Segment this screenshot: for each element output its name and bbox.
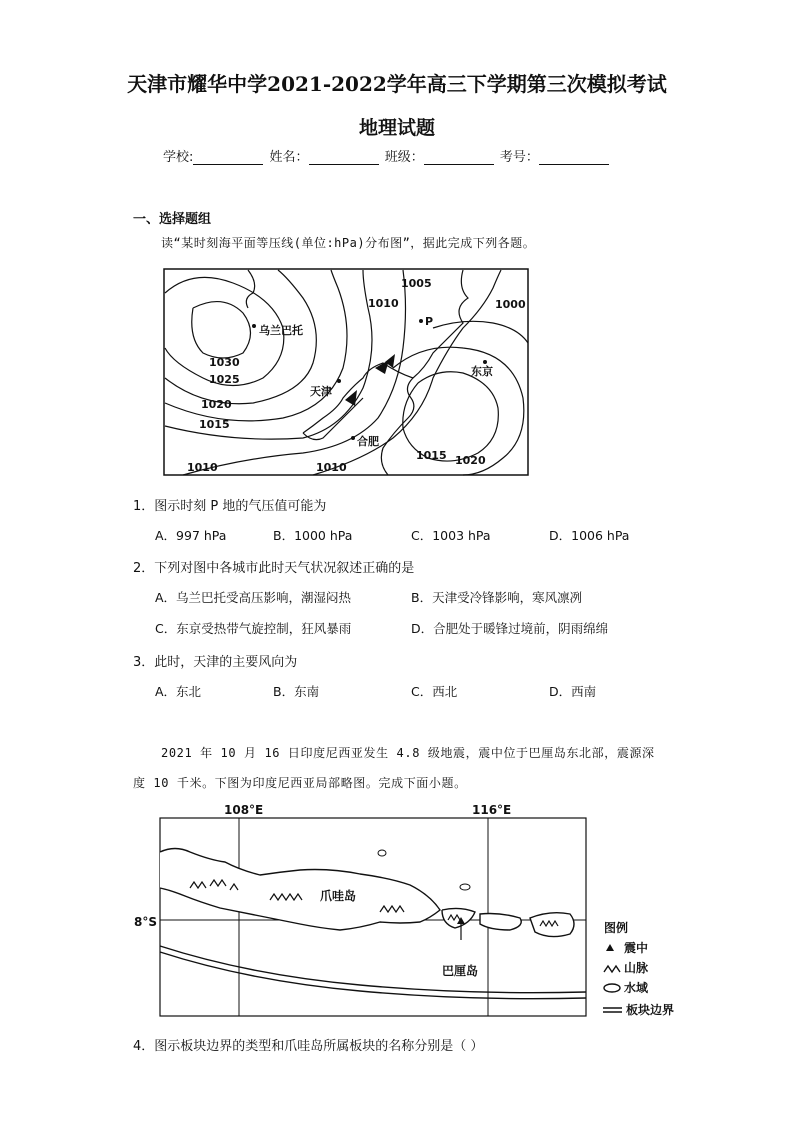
option-c[interactable]: C．东京受热带气旋控制，狂风暴雨 xyxy=(155,621,352,636)
school-label: 学校: xyxy=(163,150,194,165)
water-icon xyxy=(604,984,620,992)
longitude-label-116e: 116°E xyxy=(472,803,512,817)
section-heading: 一、选择题组 xyxy=(133,212,212,227)
page-subtitle: 地理试题 xyxy=(358,117,435,139)
student-info-line xyxy=(163,146,611,165)
context-paragraph xyxy=(133,738,681,798)
isobar-label: 1025 xyxy=(209,373,240,386)
option-a[interactable]: A．东北 xyxy=(155,684,202,699)
legend-title: 图例 xyxy=(604,921,629,935)
option-c[interactable]: C．1003 hPa xyxy=(411,528,491,543)
class-blank[interactable] xyxy=(424,152,494,165)
option-d[interactable]: D．1006 hPa xyxy=(549,528,630,543)
isobar-map xyxy=(163,268,529,476)
option-b[interactable]: B．东南 xyxy=(273,684,320,699)
paragraph-line: 度 10 千米。下图为印度尼西亚局部略图。完成下面小题。 xyxy=(133,776,467,790)
class-label: 班级： xyxy=(384,150,424,165)
question-2-stem: 2．下列对图中各城市此时天气状况叙述正确的是 xyxy=(133,561,415,576)
point-p-label: P xyxy=(425,315,434,328)
name-blank[interactable] xyxy=(309,152,379,165)
city-label-tokyo: 东京 xyxy=(471,365,493,378)
option-b[interactable]: B．天津受冷锋影响，寒风凛冽 xyxy=(411,590,583,605)
isobar-label: 1010 xyxy=(368,297,399,310)
mountain-icon xyxy=(604,966,620,972)
question-1-stem: 1．图示时刻 P 地的气压值可能为 xyxy=(133,499,327,514)
legend-item-epicenter: 震中 xyxy=(624,941,649,955)
longitude-label-108e: 108°E xyxy=(224,803,264,817)
isobar-label: 1015 xyxy=(199,418,230,431)
exam-number-blank[interactable] xyxy=(539,152,609,165)
island-label-bali: 巴厘岛 xyxy=(442,964,479,978)
isobar-label: 1020 xyxy=(455,454,486,467)
option-b[interactable]: B．1000 hPa xyxy=(273,528,353,543)
isobar-label: 1030 xyxy=(209,356,240,369)
city-label-ulaanbaatar: 乌兰巴托 xyxy=(259,324,303,337)
legend-item-mountain: 山脉 xyxy=(624,961,649,975)
option-d[interactable]: D．合肥处于暖锋过境前，阴雨绵绵 xyxy=(411,621,609,636)
paragraph-line: 2021 年 10 月 16 日印度尼西亚发生 4.8 级地震，震中位于巴厘岛东北部，震源深 xyxy=(161,746,655,760)
section-intro: 读“某时刻海平面等压线(单位:hPa)分布图”，据此完成下列各题。 xyxy=(161,236,536,250)
name-label: 姓名： xyxy=(269,150,309,165)
isobar-label: 1010 xyxy=(187,461,218,474)
option-a[interactable]: A．997 hPa xyxy=(155,528,227,543)
city-label-tianjin: 天津 xyxy=(310,385,332,398)
page-title: 天津市耀华中学2021-2022学年高三下学期第三次模拟考试 xyxy=(127,72,667,96)
option-c[interactable]: C．西北 xyxy=(411,684,458,699)
isobar-label: 1005 xyxy=(401,277,432,290)
question-4-stem: 4．图示板块边界的类型和爪哇岛所属板块的名称分别是（ ） xyxy=(133,1039,484,1054)
isobar-label: 1015 xyxy=(416,449,447,462)
isobar-label: 1010 xyxy=(316,461,347,474)
school-blank[interactable] xyxy=(193,152,263,165)
question-3-stem: 3．此时，天津的主要风向为 xyxy=(133,655,298,670)
epicenter-icon xyxy=(606,944,614,951)
isobar-label: 1000 xyxy=(495,298,526,311)
indonesia-map xyxy=(130,800,690,1025)
city-label-hefei: 合肥 xyxy=(357,435,379,448)
option-d[interactable]: D．西南 xyxy=(549,684,597,699)
island-label-java: 爪哇岛 xyxy=(320,889,357,903)
latitude-label-8s: 8°S xyxy=(134,915,157,929)
legend-item-water: 水域 xyxy=(624,981,649,995)
exam-number-label: 考号： xyxy=(499,150,539,165)
legend-item-plate-boundary: 板块边界 xyxy=(626,1003,675,1017)
isobar-label: 1020 xyxy=(201,398,232,411)
option-a[interactable]: A．乌兰巴托受高压影响，潮湿闷热 xyxy=(155,590,352,605)
